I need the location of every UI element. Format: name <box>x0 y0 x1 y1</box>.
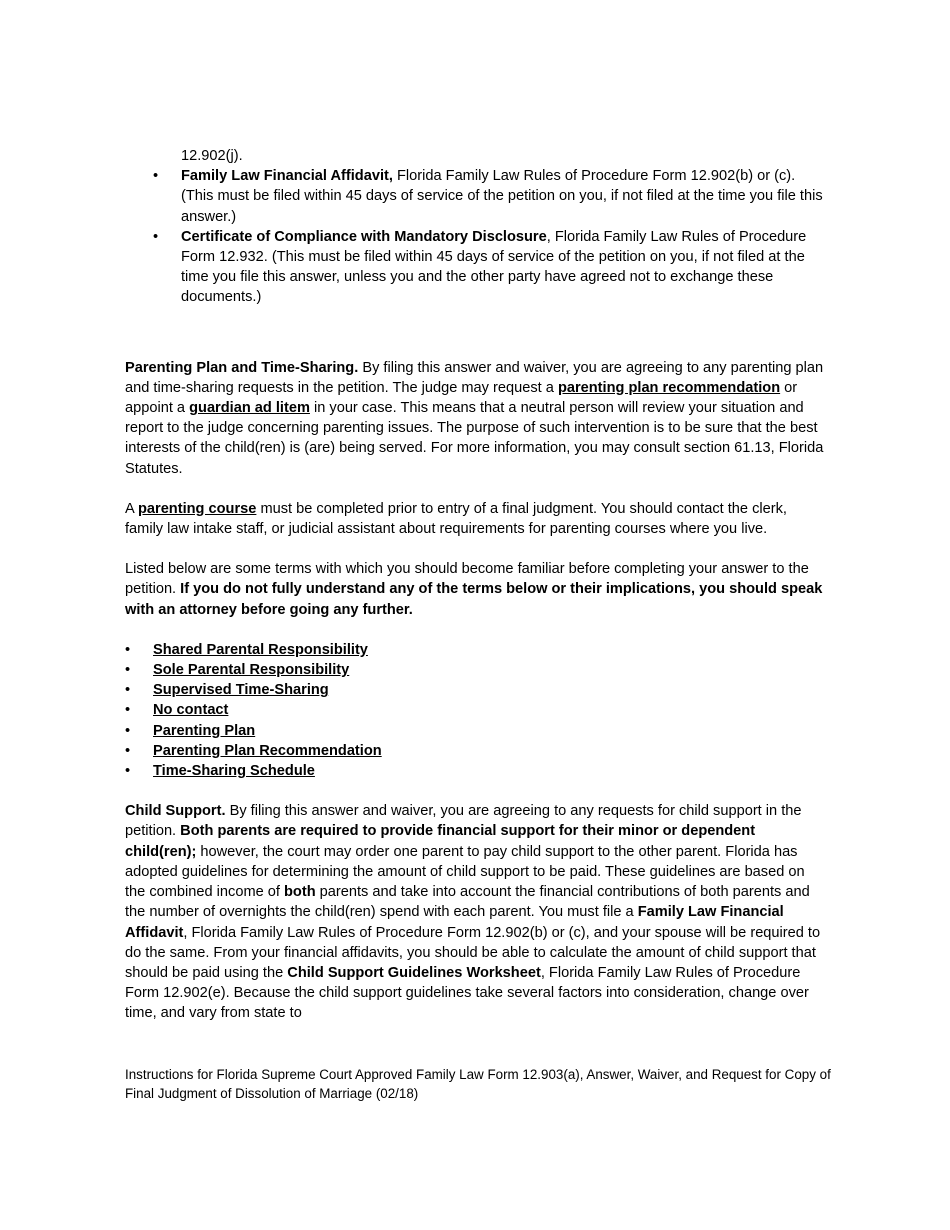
guardian-ad-litem-link[interactable]: guardian ad litem <box>189 400 310 417</box>
item-title: Family Law Financial Affidavit, <box>181 168 393 185</box>
list-item <box>125 761 825 781</box>
list-item <box>125 680 825 700</box>
list-item <box>125 660 825 680</box>
list-item <box>125 721 825 741</box>
term-link-shared-parental-responsibility[interactable]: Shared Parental Responsibility <box>153 641 368 658</box>
list-continuation: 12.902(j). <box>181 148 243 164</box>
parenting-plan-heading: Parenting Plan and Time-Sharing. <box>125 359 359 376</box>
term-link-supervised-time-sharing[interactable]: Supervised Time-Sharing <box>153 682 329 699</box>
term-link-parenting-plan[interactable]: Parenting Plan <box>153 722 256 739</box>
item-text: Florida Family Law Rules of Procedure Form 12.902(b) or (c). (This must be filed within 45 days of service of the petition on you, if not filed at the time you file this answer.) <box>181 168 823 225</box>
terms-list <box>125 640 825 781</box>
term-link-parenting-plan-recommendation[interactable]: Parenting Plan Recommendation <box>153 742 382 759</box>
term-link-no-contact[interactable]: No contact <box>153 702 229 719</box>
list-item <box>125 700 825 720</box>
item-title: Certificate of Compliance with Mandatory Disclosure <box>181 228 547 245</box>
terms-intro-paragraph: Listed below are some terms with which you should become familiar before completing your answer to the petition. If you do not fully understand any of the terms below or their implications, you should speak with an attorney before going any further. <box>125 561 823 618</box>
page-footer: Instructions for Florida Supreme Court Approved Family Law Form 12.903(a), Answer, Waiver, and Request for Copy of Final Judgment of Dissolution of Marriage (02/18) <box>125 1067 831 1101</box>
list-item-certificate-of-compliance <box>125 227 825 308</box>
document-page <box>125 146 825 1024</box>
parenting-plan-recommendation-link[interactable]: parenting plan recommendation <box>557 379 781 396</box>
child-support-heading: Child Support. <box>125 803 226 820</box>
list-item-financial-affidavit <box>125 166 825 227</box>
child-support-paragraph: Child Support. By filing this answer and waiver, you are agreeing to any requests for child support in the petition. Both parents are required to provide financial support for their minor or dependent child(ren); however, the court may order one parent to pay child support to the other parent. Florida has adopted guidelines for determining the amount of child support to be paid. These guidelines are based on the combined income of both parents and take into account the financial contributions of both parents and the number of overnights the child(ren) spend with each parent. You must file a Family Law Financial Affidavit, Florida Family Law Rules of Procedure Form 12.902(b) or (c), and your spouse will be required to do the same. From your financial affidavits, you should be able to calculate the amount of child support that should be paid using the Child Support Guidelines Worksheet, Florida Family Law Rules of Procedure Form 12.902(e). Because the child support guidelines take several factors into consideration, change over time, and vary from state to <box>125 803 821 1022</box>
parenting-course-link[interactable]: parenting course <box>137 500 257 517</box>
parenting-course-paragraph: A parenting course must be completed prior to entry of a final judgment. You should contact the clerk, family law intake staff, or judicial assistant about requirements for parenting courses where you live. <box>125 500 787 538</box>
attorney-warning: If you do not fully understand any of the terms below or their implications, you should speak with an attorney before going any further. <box>125 581 823 618</box>
term-link-time-sharing-schedule[interactable]: Time-Sharing Schedule <box>153 763 315 780</box>
list-item <box>125 640 825 660</box>
list-item <box>125 741 825 761</box>
term-link-sole-parental-responsibility[interactable]: Sole Parental Responsibility <box>153 662 350 679</box>
required-documents-list <box>125 146 825 308</box>
parenting-plan-paragraph: Parenting Plan and Time-Sharing. By filing this answer and waiver, you are agreeing to any parenting plan and time-sharing requests in the petition. The judge may request a parenting plan recommendation or appoint a guardian ad litem in your case. This means that a neutral person will review your situation and report to the judge concerning parenting issues. The purpose of such intervention is to be sure that the best interests of the child(ren) is (are) being served. For more information, you may consult section 61.13, Florida Statutes. <box>125 359 824 477</box>
item-text: , Florida Family Law Rules of Procedure Form 12.932. (This must be filed within 45 days of service of the petition on you, if not filed at the time you file this answer, unless you and the other party have agreed not to exchange these documents.) <box>181 228 807 306</box>
